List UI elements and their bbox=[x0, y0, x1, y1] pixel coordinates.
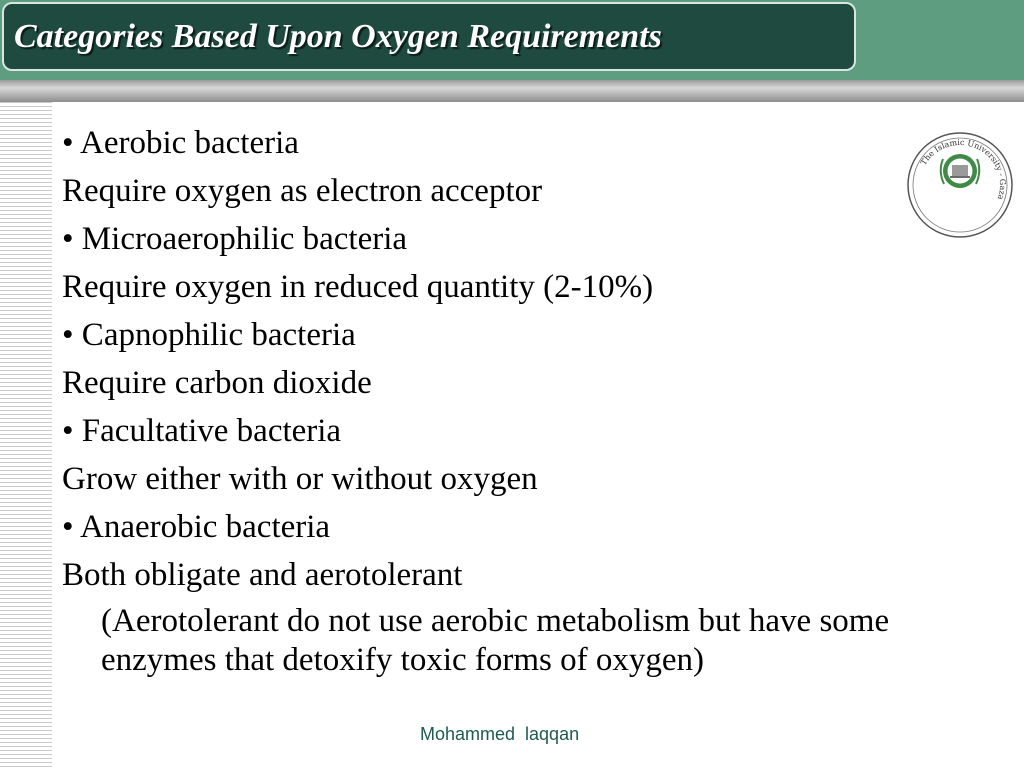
seal-text: The Islamic University - Gaza bbox=[918, 137, 1008, 201]
side-stripe-decoration bbox=[0, 102, 52, 768]
bullet-capnophilic: • Capnophilic bacteria bbox=[62, 317, 356, 353]
desc-facultative: Grow either with or without oxygen bbox=[62, 461, 538, 497]
desc-aerobic: Require oxygen as electron acceptor bbox=[62, 173, 543, 209]
aerotolerant-note: (Aerotolerant do not use aerobic metabolism but have some enzymes that detoxify toxic forms of oxygen) bbox=[101, 603, 890, 678]
bullet-facultative: • Facultative bacteria bbox=[62, 413, 342, 449]
university-seal-icon bbox=[906, 131, 1014, 239]
title-box bbox=[2, 2, 856, 71]
desc-capnophilic: Require carbon dioxide bbox=[62, 365, 372, 401]
bullet-microaerophilic: • Microaerophilic bacteria bbox=[62, 221, 408, 257]
desc-anaerobic: Both obligate and aerotolerant bbox=[62, 557, 463, 593]
slide-body bbox=[62, 122, 962, 680]
footer-author: Mohammed laqqan bbox=[420, 724, 580, 744]
desc-microaerophilic: Require oxygen in reduced quantity (2-10%) bbox=[62, 269, 654, 305]
bullet-anaerobic: • Anaerobic bacteria bbox=[62, 509, 331, 545]
header-divider bbox=[0, 80, 1024, 102]
bullet-aerobic: • Aerobic bacteria bbox=[62, 125, 299, 161]
slide-title: Categories Based Upon Oxygen Requirements bbox=[14, 18, 662, 55]
